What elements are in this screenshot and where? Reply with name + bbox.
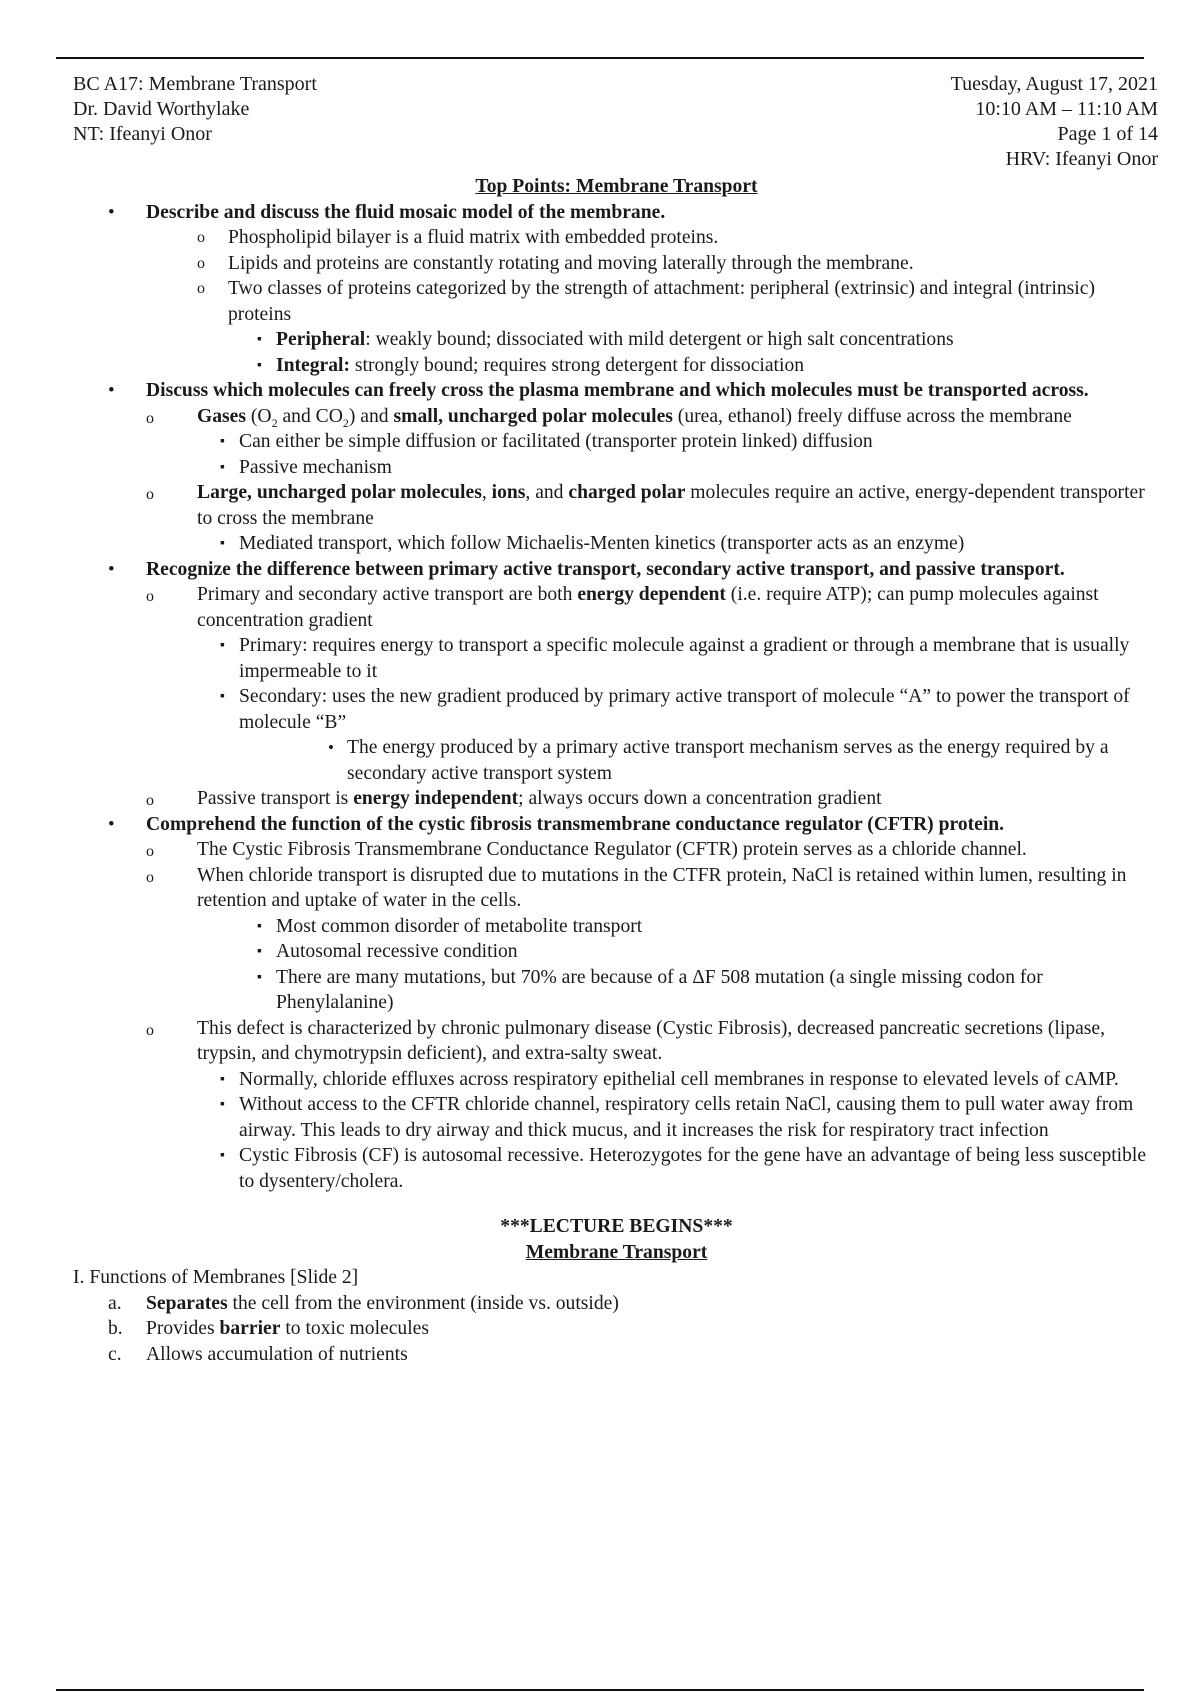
section-heading: I. Functions of Membranes [Slide 2] (73, 1267, 359, 1288)
top-point-3 (73, 557, 1160, 583)
top-point-1 (73, 200, 1160, 226)
bullet-circle-icon: o (146, 588, 154, 605)
sub-point (73, 786, 1160, 812)
bullet-circle-icon: o (146, 409, 154, 427)
bullet-circle-icon: o (197, 280, 205, 297)
list-item (73, 1342, 1160, 1368)
detail-point-deep (73, 735, 1160, 786)
bullet-disc-icon: • (108, 201, 115, 223)
list-item (73, 1291, 1160, 1317)
sub-point (73, 480, 1160, 531)
gases-paren-open: (O (245, 405, 272, 427)
header-right (951, 72, 1158, 172)
detail-text: There are many mutations, but 70% are because of a ΔF 508 mutation (a single missing codon for Phenylalanine) (276, 966, 1043, 1013)
detail-text: Most common disorder of metabolite transport (276, 915, 643, 937)
small-molecules-label: small, uncharged polar molecules (393, 405, 673, 427)
lecture-time: 10:10 AM – 11:10 AM (975, 98, 1158, 120)
sub-point (73, 225, 1160, 251)
course-title: BC A17: Membrane Transport (73, 73, 317, 95)
integral-label: Integral: (276, 354, 351, 376)
sub-point (73, 582, 1160, 633)
list-marker: b. (108, 1318, 123, 1339)
top-point-4 (73, 812, 1160, 838)
bullet-square-icon: ▪ (257, 944, 262, 959)
detail-text: Autosomal recessive condition (276, 941, 518, 962)
gases-label: Gases (197, 405, 246, 427)
bullet-square-icon: ▪ (220, 434, 225, 449)
detail-point (73, 965, 1160, 1016)
list-marker: c. (108, 1343, 122, 1365)
bullet-circle-icon: o (197, 254, 205, 272)
active-transport-text-c: (i.e. require ATP); can pump molecules against concentration gradient (197, 584, 1099, 631)
detail-point (73, 1143, 1160, 1194)
bullet-circle-icon: o (146, 486, 154, 503)
bullet-square-icon: ▪ (257, 969, 262, 985)
energy-dependent-label: energy dependent (577, 584, 726, 605)
bullet-square-icon: ▪ (220, 1071, 225, 1087)
bullet-circle-icon: o (146, 843, 154, 860)
passive-text-a: Passive transport is (197, 788, 354, 809)
bullet-circle-icon: o (146, 1021, 154, 1039)
bullet-disc-icon: • (328, 738, 334, 757)
detail-text: Primary: requires energy to transport a specific molecule against a gradient or through a membrane that is usually impermeable to it (239, 635, 1130, 682)
energy-independent-label: energy independent (353, 788, 519, 809)
sub-point (73, 1016, 1160, 1067)
sub-point-text: This defect is characterized by chronic pulmonary disease (Cystic Fibrosis), decreased pancreatic secretions (lipase, trypsin, and chymotrypsin deficient), and extra-salty sweat. (197, 1017, 1106, 1064)
lecture-begins-banner: ***LECTURE BEGINS*** (500, 1216, 733, 1237)
list-marker: a. (108, 1292, 122, 1314)
detail-point (73, 455, 1160, 481)
detail-text: Can either be simple diffusion or facilitated (transporter protein linked) diffusion (239, 431, 873, 452)
bullet-square-icon: ▪ (220, 536, 225, 551)
detail-text: Without access to the CFTR chloride channel, respiratory cells retain NaCl, causing them to pull water away from airway. This leads to dry airway and thick mucus, and it increases the risk for respiratory tract infection (239, 1094, 1134, 1141)
detail-text: Passive mechanism (239, 456, 392, 478)
charged-polar-label: charged polar (568, 482, 686, 503)
sub-point-text: When chloride transport is disrupted due to mutations in the CTFR protein, NaCl is retained within lumen, resulting in retention and uptake of water in the cells. (197, 864, 1127, 911)
co2-subscript: 2 (342, 415, 349, 430)
detail-point (73, 939, 1160, 965)
sub-point-text: Two classes of proteins categorized by the strength of attachment: peripheral (extrinsic) and integral (intrinsic) proteins (228, 278, 1095, 325)
bullet-circle-icon: o (146, 792, 154, 809)
list-item-text: Allows accumulation of nutrients (146, 1343, 408, 1365)
bullet-disc-icon: • (108, 380, 115, 401)
detail-text: Cystic Fibrosis (CF) is autosomal recessive. Heterozygotes for the gene have an advantage of being less susceptible to dysentery/cholera. (239, 1145, 1147, 1192)
reviewer-name: HRV: Ifeanyi Onor (1005, 148, 1158, 170)
detail-text: Secondary: uses the new gradient produced by primary active transport of molecule “A” to power the transport of molecule “B” (239, 686, 1130, 733)
passive-text-c: ; always occurs down a concentration gradient (518, 788, 882, 809)
header-left (73, 72, 317, 147)
large-molecules-text: molecules require an active, energy-dependent transporter to cross the membrane (197, 482, 1145, 529)
notetaker-name: NT: Ifeanyi Onor (73, 123, 212, 145)
sub-point-text: Phospholipid bilayer is a fluid matrix with embedded proteins. (228, 227, 719, 248)
bullet-square-icon: ▪ (220, 459, 225, 475)
detail-point (73, 353, 1160, 379)
bullet-circle-icon: o (197, 229, 205, 246)
list-item-bold: barrier (219, 1318, 281, 1339)
bullet-square-icon: ▪ (220, 1097, 225, 1112)
sub-point (73, 404, 1160, 430)
detail-point (73, 914, 1160, 940)
top-point-heading: Recognize the difference between primary active transport, secondary active transport, and passive transport. (146, 558, 1065, 580)
gases-and: and CO (277, 405, 343, 427)
bullet-disc-icon: • (108, 813, 115, 835)
bullet-square-icon: ▪ (220, 638, 225, 653)
bullet-disc-icon: • (108, 558, 115, 580)
bullet-square-icon: ▪ (220, 689, 225, 704)
detail-point (73, 633, 1160, 684)
sub-point (73, 276, 1160, 327)
large-molecules-label: Large, uncharged polar molecules (197, 482, 482, 503)
lecture-date: Tuesday, August 17, 2021 (950, 73, 1158, 95)
and-text: , and (525, 482, 569, 503)
top-point-heading: Comprehend the function of the cystic fibrosis transmembrane conductance regulator (CFTR) protein. (146, 813, 1005, 835)
small-molecules-text: (urea, ethanol) freely diffuse across the membrane (672, 405, 1072, 427)
top-rule (56, 57, 1144, 59)
detail-point (73, 531, 1160, 557)
top-point-heading: Describe and discuss the fluid mosaic model of the membrane. (146, 201, 666, 223)
detail-text: Normally, chloride effluxes across respiratory epithelial cell membranes in response to elevated levels of cAMP. (239, 1068, 1119, 1090)
lecture-title: Membrane Transport (525, 1241, 708, 1263)
bottom-rule (56, 1689, 1144, 1691)
sub-point (73, 837, 1160, 863)
top-points-title: Top Points: Membrane Transport (475, 176, 758, 197)
detail-text: Mediated transport, which follow Michaelis-Menten kinetics (transporter acts as an enzyme) (239, 533, 965, 554)
list-item-text: the cell from the environment (inside vs. outside) (227, 1292, 619, 1314)
lecturer-name: Dr. David Worthylake (73, 98, 250, 120)
gases-paren-close: ) and (348, 405, 394, 427)
detail-text: The energy produced by a primary active transport mechanism serves as the energy required by a secondary active transport system (347, 737, 1109, 784)
detail-point (73, 1092, 1160, 1143)
top-point-2 (73, 378, 1160, 404)
list-item-text: to toxic molecules (280, 1318, 429, 1339)
list-item-bold: Separates (146, 1292, 228, 1314)
active-transport-text-a: Primary and secondary active transport are both (197, 584, 578, 605)
spacer (73, 1194, 1160, 1214)
detail-point (73, 327, 1160, 353)
integral-text: strongly bound; requires strong detergent for dissociation (350, 354, 805, 376)
peripheral-text: : weakly bound; dissociated with mild detergent or high salt concentrations (365, 329, 954, 350)
bullet-square-icon: ▪ (257, 918, 262, 934)
bullet-square-icon: ▪ (257, 357, 262, 373)
sub-point (73, 863, 1160, 914)
sub-point-text: The Cystic Fibrosis Transmembrane Conductance Regulator (CFTR) protein serves as a chloride channel. (197, 839, 1027, 860)
bullet-circle-icon: o (146, 868, 154, 886)
bullet-square-icon: ▪ (220, 1148, 225, 1163)
detail-point (73, 1067, 1160, 1093)
list-item (73, 1316, 1160, 1342)
sub-point-text: Lipids and proteins are constantly rotating and moving laterally through the membrane. (228, 252, 914, 274)
peripheral-label: Peripheral (276, 329, 366, 350)
detail-point (73, 684, 1160, 735)
page-number: Page 1 of 14 (1057, 123, 1158, 145)
o2-subscript: 2 (271, 415, 278, 430)
ions-label: ions (491, 482, 526, 503)
bullet-square-icon: ▪ (257, 332, 262, 347)
document-body (73, 174, 1160, 1367)
top-point-heading: Discuss which molecules can freely cross the plasma membrane and which molecules must be transported across. (146, 380, 1089, 401)
list-item-pre: Provides (146, 1318, 220, 1339)
comma-text: , (481, 482, 492, 503)
sub-point (73, 251, 1160, 277)
detail-point (73, 429, 1160, 455)
